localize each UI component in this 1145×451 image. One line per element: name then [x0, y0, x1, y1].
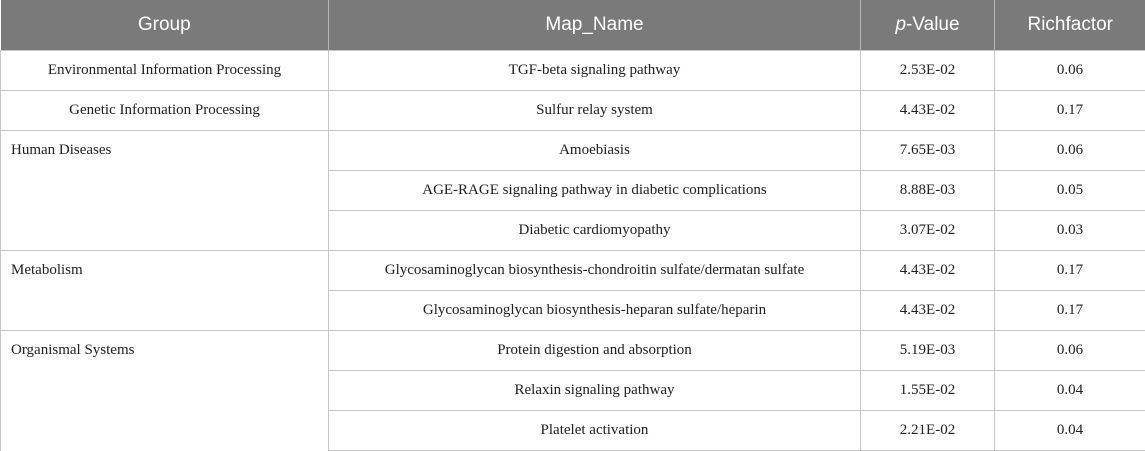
table-row — [1, 51, 1145, 91]
richfactor-cell: 0.17 — [995, 91, 1145, 131]
map-name-cell: Glycosaminoglycan biosynthesis-heparan sulfate/heparin — [329, 291, 861, 331]
header-group: Group — [1, 0, 329, 51]
richfactor-cell: 0.04 — [995, 411, 1145, 451]
p-value-cell: 7.65E-03 — [861, 131, 995, 171]
map-name-cell: AGE-RAGE signaling pathway in diabetic complications — [329, 171, 861, 211]
table-row — [1, 131, 1145, 171]
table-row — [1, 331, 1145, 371]
map-name-cell: Platelet activation — [329, 411, 861, 451]
richfactor-cell: 0.17 — [995, 251, 1145, 291]
group-cell: Genetic Information Processing — [1, 91, 329, 131]
richfactor-cell: 0.04 — [995, 371, 1145, 411]
table-row — [1, 251, 1145, 291]
header-richfactor: Richfactor — [995, 0, 1145, 51]
map-name-cell: Amoebiasis — [329, 131, 861, 171]
map-name-cell: Sulfur relay system — [329, 91, 861, 131]
richfactor-cell: 0.17 — [995, 291, 1145, 331]
header-p-value-italic: p — [895, 14, 906, 35]
table-header — [1, 0, 1145, 51]
richfactor-cell: 0.06 — [995, 331, 1145, 371]
p-value-cell: 2.53E-02 — [861, 51, 995, 91]
header-p-value-rest: -Value — [906, 14, 960, 35]
p-value-cell: 4.43E-02 — [861, 91, 995, 131]
p-value-cell: 3.07E-02 — [861, 211, 995, 251]
p-value-cell: 4.43E-02 — [861, 251, 995, 291]
table-body — [1, 51, 1145, 451]
group-cell: Human Diseases — [1, 131, 329, 251]
richfactor-cell: 0.05 — [995, 171, 1145, 211]
group-cell: Environmental Information Processing — [1, 51, 329, 91]
map-name-cell: Relaxin signaling pathway — [329, 371, 861, 411]
header-row — [1, 0, 1145, 51]
map-name-cell: Diabetic cardiomyopathy — [329, 211, 861, 251]
p-value-cell: 1.55E-02 — [861, 371, 995, 411]
p-value-cell: 5.19E-03 — [861, 331, 995, 371]
p-value-cell: 8.88E-03 — [861, 171, 995, 211]
richfactor-cell: 0.06 — [995, 131, 1145, 171]
map-name-cell: Protein digestion and absorption — [329, 331, 861, 371]
map-name-cell: Glycosaminoglycan biosynthesis-chondroitin sulfate/dermatan sulfate — [329, 251, 861, 291]
table-row — [1, 91, 1145, 131]
p-value-cell: 4.43E-02 — [861, 291, 995, 331]
group-cell: Organismal Systems — [1, 331, 329, 451]
group-cell: Metabolism — [1, 251, 329, 331]
p-value-cell: 2.21E-02 — [861, 411, 995, 451]
richfactor-cell: 0.06 — [995, 51, 1145, 91]
map-name-cell: TGF-beta signaling pathway — [329, 51, 861, 91]
richfactor-cell: 0.03 — [995, 211, 1145, 251]
header-p-value — [861, 0, 995, 51]
header-map-name: Map_Name — [329, 0, 861, 51]
